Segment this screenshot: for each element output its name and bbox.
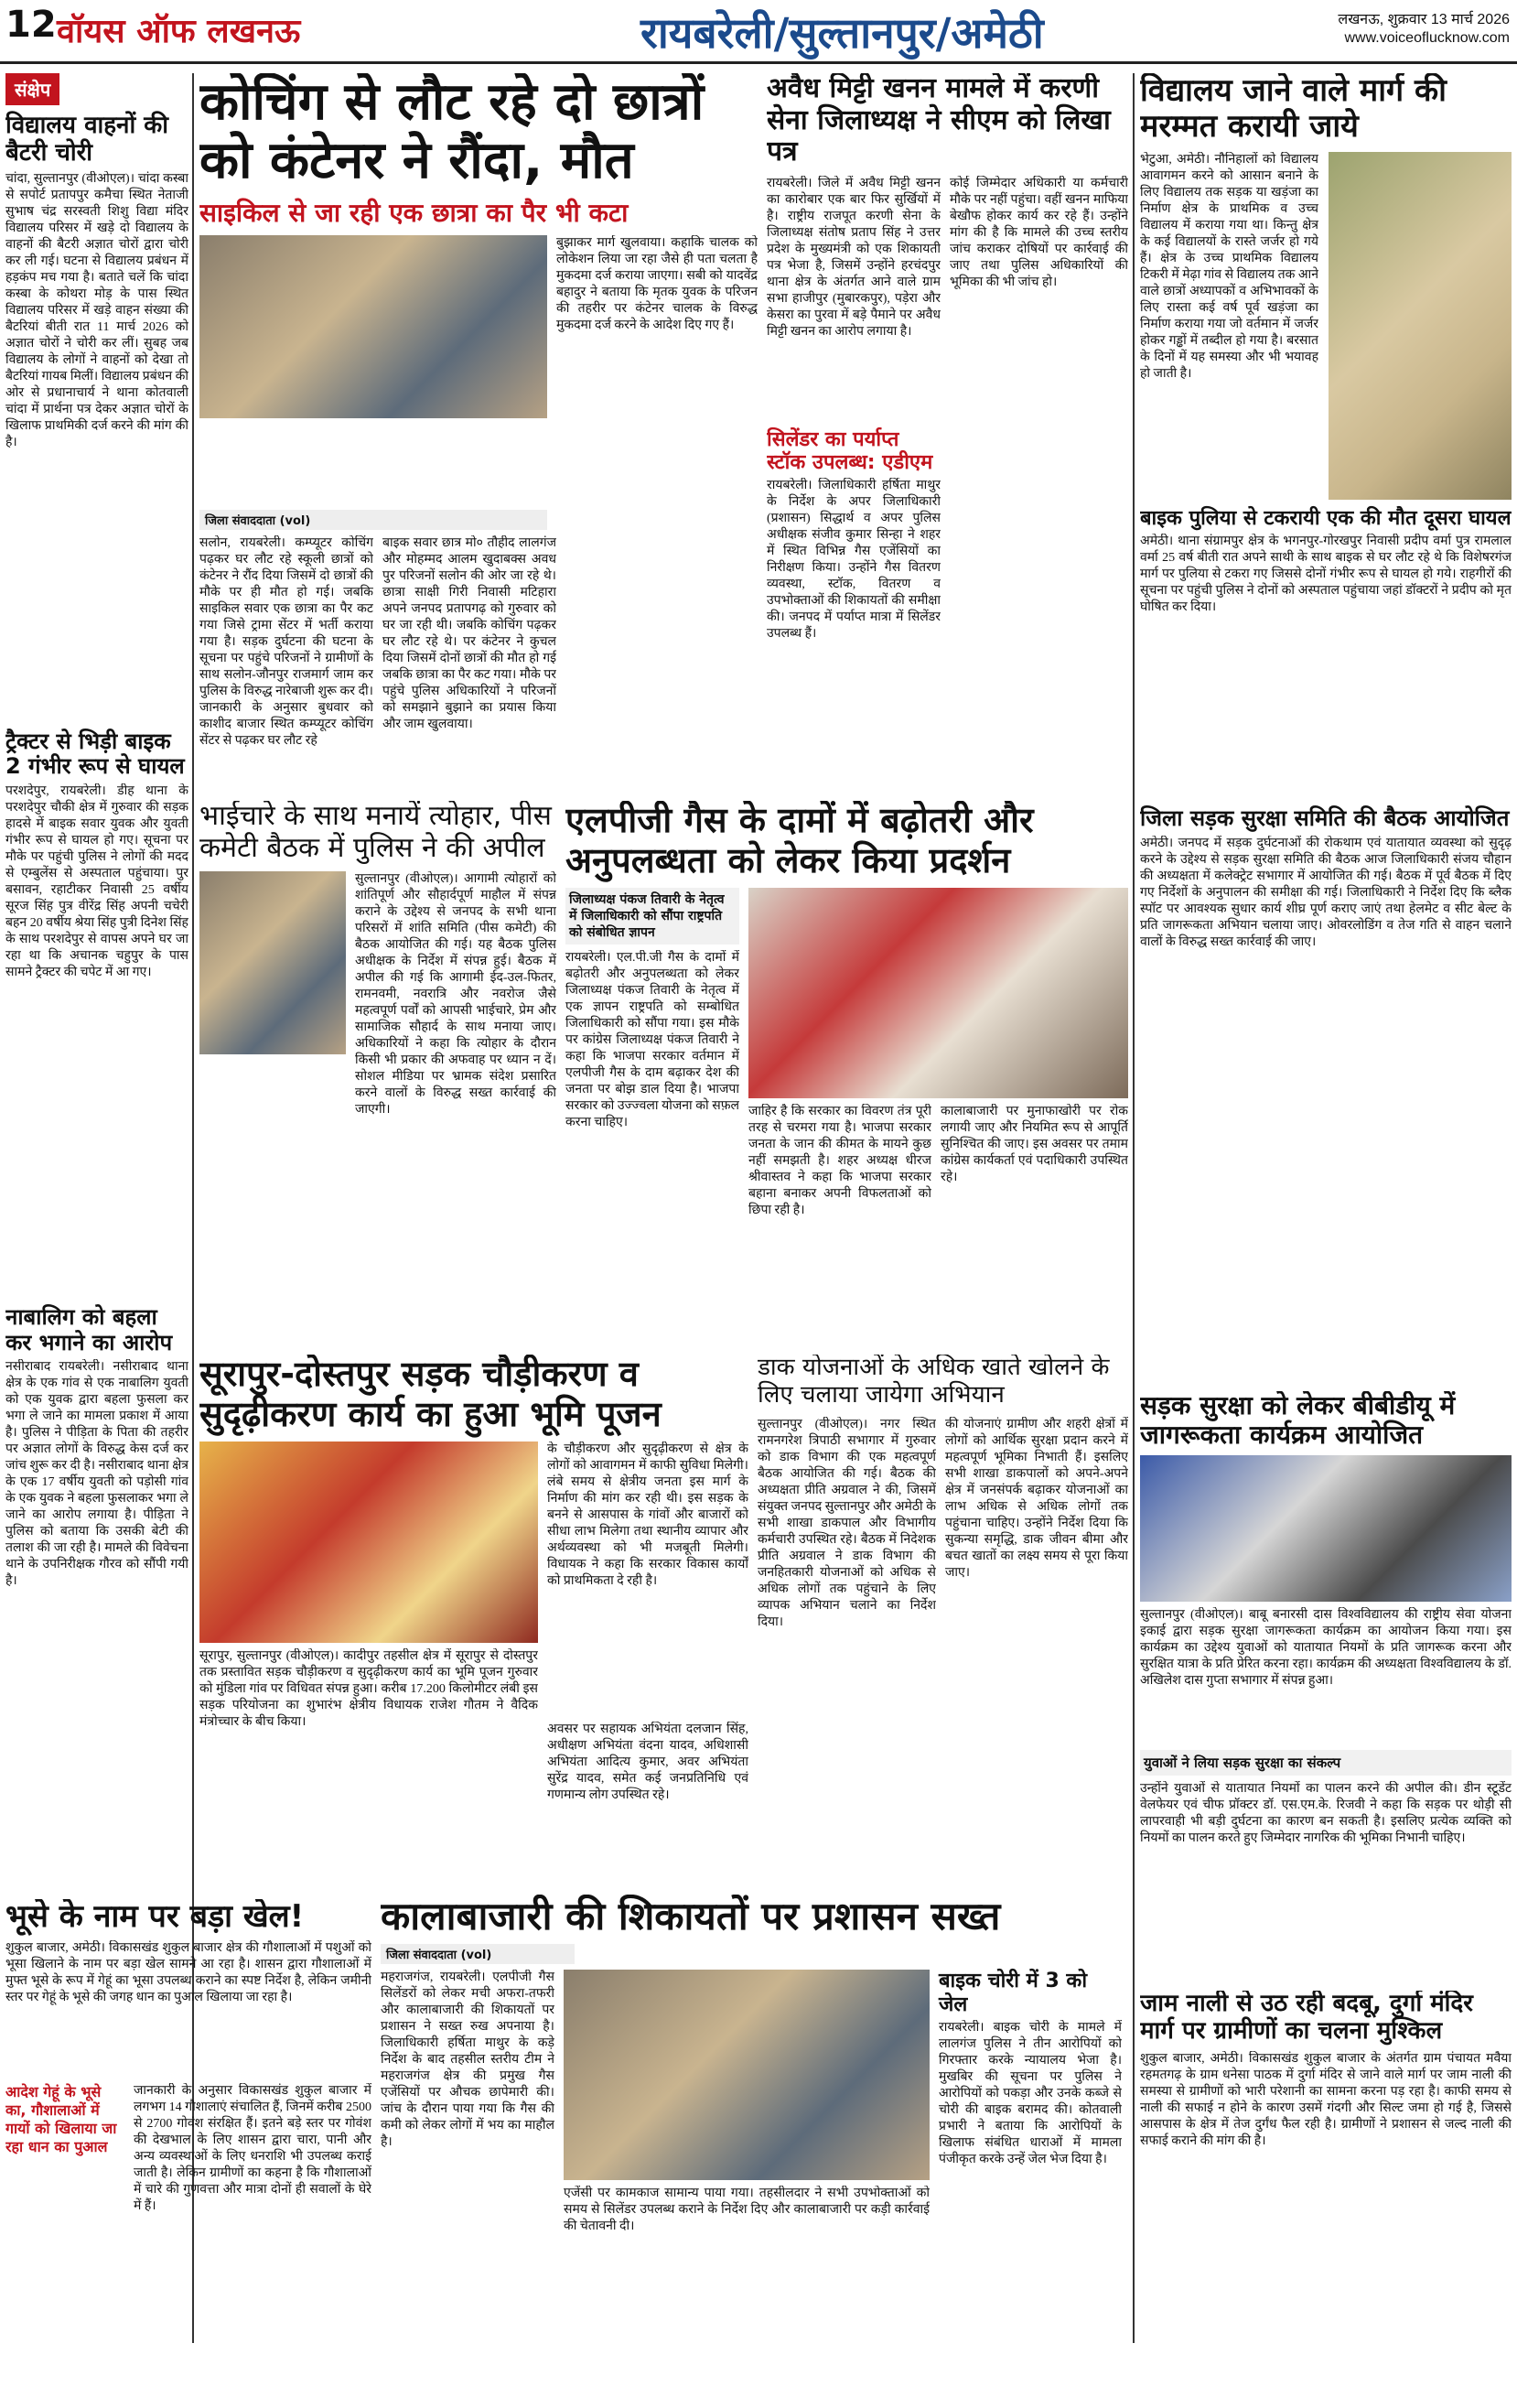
- lpg-body-3: कालाबाजारी पर मुनाफाखोरी पर रोक लगायी जाए और नियमित रूप से आपूर्ति सुनिश्चित की जाए। इस अवसर पर तमाम कांग्रेस कार्यकर्ता एवं पदाधिकारी उपस्थित रहे।: [941, 1105, 1128, 1185]
- article-container-school-road: [1140, 73, 1512, 1391]
- article-container-drain-problem: [1140, 1991, 1512, 2343]
- issue-date-block: [1338, 11, 1510, 48]
- brief-body-3: नसीराबाद रायबरेली। नसीराबाद थाना क्षेत्र के एक गांव से एक नाबालिग युवती को एक युवक द्वारा बहला फुसला कर भगा ले जाने का मामला प्रकाश में आया है। पुलिस ने पीड़िता के पिता की तहरीर पर अज्ञात लोगों के विरुद्ध केस दर्ज कर जांच शुरू कर दी है। नसीराबाद थाना क्षेत्र के एक 17 वर्षीय युवती को पड़ोसी गांव के एक युवक ने बहला फुसलाकर भगा ले जाने का आरोप लगाया है। पीड़िता ने पुलिस को बताया कि उसकी बेटी की तलाश की जा रही है। मामले की विवेचना थाने के उपनिरीक्षक गौरव को सौंपी गयी है।: [5, 1360, 188, 1589]
- column-divider-right: [1133, 73, 1135, 2343]
- headline-road-safety-meeting: जिला सड़क सुरक्षा समिति की बैठक आयोजित: [1140, 805, 1510, 832]
- photo-caption: जिला संवाददाता (vol): [199, 510, 547, 530]
- article-container-lpg-protest: [565, 801, 1128, 1341]
- brief-headline-3: नाबालिग को बहला कर भगाने का आरोप: [5, 1303, 173, 1355]
- article-container-illegal-mining: [767, 73, 1128, 787]
- post-office-body-2: की योजनाएं ग्रामीण और शहरी क्षेत्रों में लोगों को आर्थिक सुरक्षा प्रदान करने में महत्वपूर्ण भूमिका निभाती हैं। इसलिए सभी शाखा डाकपालों को अपने-अपने क्षेत्र में जनसंपर्क बढ़ाकर योजनाओं का लाभ अधिक से अधिक लोगों तक पहुंचाना चाहिए। उन्होंने निर्देश दिया कि सुकन्या समृद्धि, डाक जीवन बीमा और बचत खातों का लक्ष्य समय से पूरा किया जाए।: [945, 1417, 1128, 1580]
- article-container-peace-committee: [199, 801, 556, 1341]
- brief-headline-1: विद्यालय वाहनों की बैटरी चोरी: [5, 112, 168, 167]
- article-container-blackmarketing: [381, 1895, 1131, 2343]
- fodder-body-1: शुकुल बाजार, अमेठी। विकासखंड शुकुल बाजार क्षेत्र की गौशालाओं में पशुओं को भूसा खिलाने के नाम पर बड़ा खेल सामने आ रहा है। शासन द्वारा गौशालाओं में मुफ्त भूसे के रूप में गेहूं का भूसा उपलब्ध कराने का स्पष्ट निर्देश है, लेकिन जमीनी स्तर पर गेहूं के भूसे की जगह धान का पुआल खिलाया जा रहा है।: [5, 1941, 371, 2005]
- mining-body-2: कोई जिम्मेदार अधिकारी या कर्मचारी मौके पर नहीं पहुंचा। वहीं खनन माफिया बेखौफ होकर कार्य कर रहे हैं। उन्होंने मांग की है कि मामले की उच्च स्तरीय जांच कराकर दोषियों पर कार्रवाई की जाए तथा पुलिस अधिकारियों की भूमिका की भी जांच हो।: [950, 176, 1128, 289]
- photo-bbdu-group: [1140, 1455, 1512, 1602]
- issue-date: लखनऊ, शुक्रवार 13 मार्च 2026: [1338, 12, 1510, 27]
- blackmarketing-body-2: एजेंसी पर कामकाज सामान्य पाया गया। तहसीलदार ने सभी उपभोक्ताओं को समय से सिलेंडर उपलब्ध कराने के निर्देश दिए और कालाबाजारी पर कड़ी कार्रवाई की चेतावनी दी।: [564, 2187, 930, 2234]
- subheadline-students-accident: साइकिल से जा रही एक छात्रा का पैर भी कटा: [199, 197, 629, 228]
- headline-road-widening: सूरापुर-दोस्तपुर सड़क चौड़ीकरण व सुदृढ़ीकरण कार्य का हुआ भूमि पूजन: [199, 1355, 662, 1434]
- photo-bhoomi-pujan: [199, 1442, 538, 1643]
- brief-body-2: परशदेपुर, रायबरेली। डीह थाना के परशदेपुर चौकी क्षेत्र में गुरुवार की सड़क हादसे में बाइक सवार युवक और युवती गंभीर रूप से घायल हो गए। सूचना पर मौके पर पहुंची पुलिस ने लोगों की मदद से एम्बुलेंस से अस्पताल पहुंचाया। पुर बसावन, रहाटीकर निवासी 25 वर्षीय सूरज सिंह पुत्र वीरेंद्र सिंह अपनी चचेरी बहन 20 वर्षीय श्रेया सिंह पुत्री दिनेश सिंह के साथ परशदेपुर से वापस अपने घर जा रहा था कि अचानक चहुपुर के पास सामने ट्रैक्टर की चपेट में आ गए।: [5, 783, 188, 979]
- photo-peace-meeting: [199, 871, 346, 1054]
- mining-body-1: रायबरेली। जिले में अवैध मिट्टी खनन का कारोबार एक बार फिर सुर्खियों में है। राष्ट्रीय राजपूत करणी सेना के जिलाध्यक्ष संतोष प्रताप सिंह ने उत्तर प्रदेश के मुख्यमंत्री को एक शिकायती पत्र भेजा है, जिसमें उन्होंने हरचंदपुर थाना क्षेत्र के अंतर्गत आने वाले ग्राम सभा हाजीपुर (मुबारकपुर), पड़ेरा और केसरा का पुरवा में बड़े पैमाने पर अवैध मिट्टी खनन का आरोप लगाया है।: [767, 176, 941, 339]
- website-url[interactable]: www.voiceoflucknow.com: [1344, 30, 1510, 46]
- fodder-body-2: जानकारी के अनुसार विकासखंड शुकुल बाजार में लगभग 14 गौशालाएं संचालित हैं, जिनमें करीब 2500 से 2700 गोवंश संरक्षित हैं। इतने बड़े स्तर पर गोवंश की देखभाल के लिए शासन द्वारा चारा, पानी और अन्य व्यवस्थाओं के लिए धनराशि भी उपलब्ध कराई जाती है। लेकिन ग्रामीणों का कहना है कि गौशालाओं में चारे की गुणवत्ता और मात्रा दोनों ही सवालों के घेरे में हैं।: [134, 2084, 371, 2214]
- bbdu-bullet: युवाओं ने लिया सड़क सुरक्षा का संकल्प: [1140, 1750, 1512, 1776]
- masthead: [0, 0, 1517, 64]
- road-widening-body-2: अवसर पर सहायक अभियंता दलजान सिंह, अधीक्षण अभियंता वंदना यादव, अधिशासी अभियंता आदित्य कुमार, अवर अभियंता सुरेंद्र यादव, समेत कई जनप्रतिनिधि एवं गणमान्य लोग उपस्थित रहे।: [547, 1722, 748, 1803]
- blackmarketing-byline: जिला संवाददाता (vol): [381, 1944, 575, 1964]
- road-widening-caption: सूरापुर, सुल्तानपुर (वीओएल)। कादीपुर तहसील क्षेत्र में सूरापुर से दोस्तपुर तक प्रस्तावित सड़क चौड़ीकरण व सुदृढ़ीकरण कार्य का भूमि पूजन गुरुवार को मुंडिला गांव पर विधिवत संपन्न हुआ। करीब 17.200 किलोमीटर लंबी इस सड़क परियोजना का शुभारंभ क्षेत्रीय विधायक राजेश गौतम ने वैदिक मंत्रोच्चार के बीच किया।: [199, 1649, 538, 1730]
- post-office-body-1: सुल्तानपुर (वीओएल)। नगर स्थित रामनगरेश त्रिपाठी सभागार में गुरुवार को डाक विभाग की एक महत्वपूर्ण बैठक आयोजित की गई। बैठक की अध्यक्षता प्रीति अग्रवाल ने की, जिसमें संयुक्त जनपद सुल्तानपुर और अमेठी के सभी शाखा डाकपाल और विभागीय कर्मचारी उपस्थित रहे। बैठक में निदेशक प्रीति अग्रवाल ने डाक विभाग की जनहितकारी योजनाओं को अधिक से अधिक लोगों तक पहुंचाने के लिए व्यापक अभियान चलाने का निर्देश दिया।: [758, 1417, 936, 1629]
- page-number: 12: [5, 4, 57, 46]
- headline-lpg-protest: एलपीजी गैस के दामों में बढ़ोतरी और अनुपलब्धता को लेकर किया प्रदर्शन: [565, 801, 1034, 880]
- publication-name: वॉयस ऑफ लखनऊ: [57, 12, 301, 50]
- brief-body-1: चांदा, सुल्तानपुर (वीओएल)। चांदा कस्बा से सपोर्ट प्रतापपुर कमैचा स्थित नेताजी सुभाष चंद्र सरस्वती शिशु विद्या मंदिर विद्यालय परिसर में खड़े दो विद्यालय के वाहनों की बैटरी अज्ञात चोरों द्वारा चोरी कर ली गई। घटना से विद्यालय प्रबंधन में हड़कंप मच गया है। बताते चलें कि चांदा कस्बा के कोथरा मोड़ के पास स्थित विद्यालय परिसर में खड़े वाहन संख्या की बैटरियां बीती रात 11 मार्च 2026 को अज्ञात चोरों ने चोरी कर लीं। सुबह जब विद्यालय के लोगों ने वाहनों को देखा तो बैटरियां गायब मिलीं। विद्यालय प्रबंधन की ओर से प्रधानाचार्य ने थाना कोतवाली चांदा में प्रार्थना पत्र देकर अज्ञात चोरों के खिलाफ प्राथमिकी दर्ज करने की मांग की है।: [5, 171, 188, 449]
- headline-students-accident: कोचिंग से लौट रहे दो छात्रों को कंटेनर ने रौंदा, मौत: [199, 73, 705, 191]
- peace-committee-body: सुल्तानपुर (वीओएल)। आगामी त्योहारों को शांतिपूर्ण और सौहार्दपूर्ण माहौल में संपन्न कराने के उद्देश्य से जनपद के सभी थाना परिसरों में शांति समिति (पीस कमेटी) की बैठक आयोजित की गई। यह बैठक पुलिस अधीक्षक के निर्देश में संपन्न हुई। बैठक में अपील की गई कि आगामी ईद-उल-फितर, रामनवमी, नवरात्रि और नवरोज जैसे महत्वपूर्ण पर्वों को आपसी भाईचारे, प्रेम और सामाजिक सौहार्द के साथ मनाया जाए। अधिकारियों ने कहा कि त्योहार के दौरान किसी भी प्रकार की अफवाह पर ध्यान न दें। सोशल मीडिया पर भ्रामक संदेश प्रसारित करने वालों के विरुद्ध सख्त कार्रवाई की जाएगी।: [355, 872, 556, 1117]
- article-body-col-3: बुझाकर मार्ग खुलवाया। कहाकि चालक को लोकेशन लिया जा रहा जैसे ही पता चलता है मुकदमा दर्ज कराया जाएगा। सबी को यादवेंद्र बहादुर ने बताया कि मृतक युवक के परिजन की तहरीर पर कंटेनर चालक के विरुद्ध मुकदमा दर्ज करने के आदेश दिए गए हैं।: [556, 235, 758, 332]
- bike-theft-body: रायबरेली। बाइक चोरी के मामले में लालगंज पुलिस ने तीन आरोपियों को गिरफ्तार करके न्यायालय भेजा है। मुखबिर की सूचना पर पुलिस ने आरोपियों को पकड़ा और उनके कब्जे से चोरी की बाइक बरामद की। कोतवाली प्रभारी ने बताया कि आरोपियों के खिलाफ संबंधित धाराओं में मामला पंजीकृत करके उन्हें जेल भेज दिया है।: [939, 2020, 1122, 2166]
- headline-bbdu-awareness: सड़क सुरक्षा को लेकर बीबीडीयू में जागरूकता कार्यक्रम आयोजित: [1140, 1391, 1456, 1451]
- photo-lpg-protest: [748, 888, 1128, 1098]
- headline-illegal-mining: अवैध मिट्टी खनन मामले में करणी सेना जिलाध्यक्ष ने सीएम को लिखा पत्र: [767, 73, 1111, 167]
- article-container-road-widening: [199, 1355, 748, 1867]
- lpg-bullet: जिलाध्यक्ष पंकज तिवारी के नेतृत्व में जिलाधिकारी को सौंपा राष्ट्रपति को संबोधित ज्ञापन: [565, 888, 739, 945]
- article-container-fodder-scam: [5, 1899, 371, 2338]
- photo-gas-inspection: [564, 1970, 930, 2180]
- bbdu-body-1: सुल्तानपुर (वीओएल)। बाबू बनारसी दास विश्वविद्यालय की राष्ट्रीय सेवा योजना इकाई द्वारा सड़क सुरक्षा जागरूकता कार्यक्रम का आयोजन किया गया। इस कार्यक्रम का उद्देश्य युवाओं को यातायात नियमों के प्रति जागरूक करना और सुरक्षित यात्रा के प्रति प्रेरित करना रहा। कार्यक्रम की अध्यक्षता विश्वविद्यालय के डॉ. अखिलेश दास गुप्ता सभागार में संपन्न हुआ।: [1140, 1608, 1512, 1689]
- brief-headline-2: ट्रैक्टर से भिड़ी बाइक 2 गंभीर रूप से घायल: [5, 728, 185, 780]
- photo-road-jam: [199, 235, 547, 418]
- headline-fodder-scam: भूसे के नाम पर बड़ा खेल!: [5, 1899, 305, 1935]
- bike-culvert-body: अमेठी। थाना संग्रामपुर क्षेत्र के भगनपुर-गोरखपुर निवासी प्रदीप वर्मा पुत्र रामलाल वर्मा 25 वर्ष बीती रात अपने साथी के साथ बाइक से घर लौट रहे थे कि विशेषरगंज मार्ग पर पुलिया से टकरा गए जिससे दोनों गंभीर रूप से घायल हो गये। राहगीरों की सूचना पर पहुंची पुलिस ने दोनों को अस्पताल पहुंचाया जहां डॉक्टरों ने प्रदीप को मृत घोषित कर दिया।: [1140, 535, 1512, 615]
- article-container-students-accident: [199, 73, 758, 815]
- article-container-bbdu-awareness: [1140, 1391, 1512, 1949]
- headline-cylinder-stock: सिलेंडर का पर्याप्त स्टॉक उपलब्ध: एडीएम: [767, 427, 933, 474]
- headline-school-road: विद्यालय जाने वाले मार्ग की मरम्मत करायी जाये: [1140, 73, 1447, 146]
- lpg-body-1: रायबरेली। एल.पी.जी गैस के दामों में बढ़ोतरी और अनुपलब्धता को लेकर जिलाध्यक्ष पंकज तिवारी के नेतृत्व में एक ज्ञापन राष्ट्रपति को सम्बोधित जिलाधिकारी को सौंपा गया। इस मौके पर कांग्रेस जिलाध्यक्ष पंकज तिवारी ने कहा कि भाजपा सरकार वर्तमान में एलपीजी गैस के दाम बढ़ाकर देश की जनता पर बोझ डाल दिया है। भाजपा सरकार को उज्ज्वला योजना को सफ़ल करना चाहिए।: [565, 951, 739, 1130]
- headline-post-office: डाक योजनाओं के अधिक खाते खोलने के लिए चलाया जायेगा अभियान: [758, 1355, 1110, 1409]
- photo-damaged-road: [1329, 152, 1512, 500]
- drain-problem-body: शुकुल बाजार, अमेठी। विकासखंड शुकुल बाजार के अंतर्गत ग्राम पंचायत मवैया रहमतगढ़ के ग्राम धनेसा पाठक में दुर्गा मंदिर से जाने वाले मार्ग पर जाम नाली की समस्या से ग्रामीणों को भारी परेशानी का सामना करना पड़ रहा है। काफी समय से नाली की सफाई न होने के कारण उसमें गंदगी और सिल्ट जमा हो गई है, जिससे आसपास के क्षेत्र में तेज दुर्गंध फैल रही है। ग्रामीणों ने प्रशासन से जल्द नाली की सफाई कराने की मांग की है।: [1140, 2051, 1512, 2148]
- headline-drain-problem: जाम नाली से उठ रही बदबू, दुर्गा मंदिर मार्ग पर ग्रामीणों का चलना मुश्किल: [1140, 1991, 1473, 2045]
- briefs-tag: संक्षेप: [5, 73, 59, 105]
- blackmarketing-body-1: महराजगंज, रायबरेली। एलपीजी गैस सिलेंडरों को लेकर मची अफरा-तफरी और कालाबाजारी की शिकायतों पर प्रशासन ने सख्त रुख अपनाया है। जिलाधिकारी हर्षिता माथुर के कड़े निर्देश के बाद तहसील स्तरीय टीम ने महराजगंज क्षेत्र की प्रमुख गैस एजेंसियों पर औचक छापेमारी की। जांच के दौरान पाया गया कि गैस की कमी को लेकर लोगों में भय का माहौल है।: [381, 1971, 554, 2150]
- headline-bike-culvert: बाइक पुलिया से टकरायी एक की मौत दूसरा घायल: [1140, 507, 1512, 531]
- lpg-body-2: जाहिर है कि सरकार का विवरण तंत्र पूरी तरह से चरमरा गया है। भाजपा सरकार जनता के जान की कीमत के मायने कुछ नहीं समझती है। शहर अध्यक्ष धीरज श्रीवास्तव ने कहा कि भाजपा सरकार बहाना बनाकर अपनी विफलताओं को छिपा रही है।: [748, 1105, 931, 1218]
- article-container-post-office: [758, 1355, 1128, 1867]
- headline-peace-committee: भाईचारे के साथ मनायें त्योहार, पीस कमेटी बैठक में पुलिस ने की अपील: [199, 801, 552, 864]
- headline-blackmarketing: कालाबाजारी की शिकायतों पर प्रशासन सख्त: [381, 1895, 1001, 1938]
- road-widening-body-1: के चौड़ीकरण और सुदृढ़ीकरण से क्षेत्र के लोगों को आवागमन में काफी सुविधा मिलेगी। लंबे समय से क्षेत्रीय जनता इस मार्ग के निर्माण की मांग कर रही थी। इस सड़क के बनने से आसपास के गांवों और बाजारों को सीधा लाभ मिलेगा तथा स्थानीय व्यापार और अर्थव्यवस्था को भी मजबूती मिलेगी। विधायक ने कहा कि सरकार विकास कार्यों को प्राथमिकता दे रही है।: [547, 1442, 748, 1589]
- fodder-bullet: आदेश गेहूं के भूसे का, गौशालाओं में गायों को खिलाया जा रहा धान का पुआल: [5, 2083, 117, 2156]
- school-road-body: भेटुआ, अमेठी। नौनिहालों को विद्यालय आवागमन करने को आसान बनाने के लिए विद्यालय तक सड़क या खड़ंजा का निर्माण क्षेत्र के प्राथमिक व उच्च विद्यालय में कराया गया था। किन्तु क्षेत्र के कई विद्यालयों के रास्ते जर्जर हो गये हैं। क्षेत्र के उच्च प्राथमिक विद्यालय टिकरी में मेढ़ा गांव से विद्यालय तक आने वाले छात्रों अध्यापकों व अभिभावकों के लिए रास्ता कई वर्ष पूर्व खड़ंजा का निर्माण कराया गया जो वर्तमान में जर्जर होकर गड्ढों में तब्दील हो गया है। बरसात के दिनों में यह समस्या और भी भयावह हो जाती है।: [1140, 153, 1318, 382]
- article-body-col-2: बाइक सवार छात्र मो० तौहीद लालगंज और मोहम्मद आलम खुदाबक्स अवध पुर परिजनों सलोन की ओर जा रहे थे। छात्रा साक्षी गिरी निवासी मटिहारा अपने जनपद प्रतापगढ़ को गुरुवार को घर जा रही थी। जबकि कोचिंग पढ़कर घर लौट रहे थे। पर कंटेनर ने कुचल दिया जिसमें दोनों छात्रों की मौत हो गई जबकि छात्रा का पैर कट गया। मौके पर पहुंचे पुलिस अधिकारियों ने परिजनों को समझाने बुझाने का प्रयास किया और जाम खुलवाया।: [382, 535, 556, 731]
- section-title: रायबरेली/सुल्तानपुर/अमेठी: [640, 8, 1044, 58]
- headline-bike-theft: बाइक चोरी में 3 को जेल: [939, 1970, 1088, 2016]
- article-body-col-1: सलोन, रायबरेली। कम्प्यूटर कोचिंग पढ़कर घर लौट रहे स्कूली छात्रों को कंटेनर ने रौंद दिया जिसमें दो छात्रों की मौके पर ही मौत हो गई। जबकि साइकिल सवार एक छात्रा का पैर कट गया जिसे ट्रामा सेंटर में भर्ती कराया गया है। सड़क दुर्घटना की घटना के सूचना पर पहुंचे परिजनों ने ग्रामीणों के साथ सलोन-जौनपुर राजमार्ग जाम कर पुलिस के विरुद्ध नारेबाजी शुरू कर दी। जानकारी के अनुसार बुधवार को काशीद बाजार स्थित कम्प्यूटर कोचिंग सेंटर से पढ़कर घर लौट रहे: [199, 535, 373, 748]
- cylinder-body: रायबरेली। जिलाधिकारी हर्षिता माथुर के निर्देश के अपर जिलाधिकारी (प्रशासन) सिद्धार्थ व अपर पुलिस अधीक्षक संजीव कुमार सिन्हा ने शहर में स्थित विभिन्न गैस एजेंसियों का निरीक्षण किया। उन्होंने गैस वितरण व्यवस्था, स्टॉक, वितरण व उपभोक्ताओं की शिकायतों की समीक्षा की। जनपद में पर्याप्त मात्रा में सिलेंडर उपलब्ध हैं।: [767, 479, 941, 642]
- bbdu-body-2: उन्होंने युवाओं से यातायात नियमों का पालन करने की अपील की। डीन स्टूडेंट वेलफेयर एवं चीफ प्रॉक्टर डॉ. एस.एम.के. रिजवी ने कहा कि सड़क पर थोड़ी सी लापरवाही भी बड़ी दुर्घटना का कारण बन सकती है। इसलिए प्रत्येक व्यक्ति को नियमों का पालन करते हुए जिम्मेदार नागरिक की भूमिका निभानी चाहिए।: [1140, 1782, 1512, 1846]
- road-safety-meeting-body: अमेठी। जनपद में सड़क दुर्घटनाओं की रोकथाम एवं यातायात व्यवस्था को सुदृढ़ करने के उद्देश्य से सड़क सुरक्षा समिति की बैठक आज जिलाधिकारी संजय चौहान की अध्यक्षता में कलेक्ट्रेट सभागार में आयोजित की गई। बैठक में पूर्व बैठक में दिए गए निर्देशों के अनुपालन की समीक्षा की गई। जिलाधिकारी ने निर्देश दिए कि ब्लैक स्पॉट पर आवश्यक सुधार कार्य शीघ्र पूर्ण कराए जाएं तथा हेलमेट व सीट बेल्ट के प्रति जागरूकता अभियान चलाया जाए। ओवरलोडिंग व तेज गति से वाहन चलाने वालों के विरुद्ध सख्त कार्रवाई की जाए।: [1140, 837, 1512, 950]
